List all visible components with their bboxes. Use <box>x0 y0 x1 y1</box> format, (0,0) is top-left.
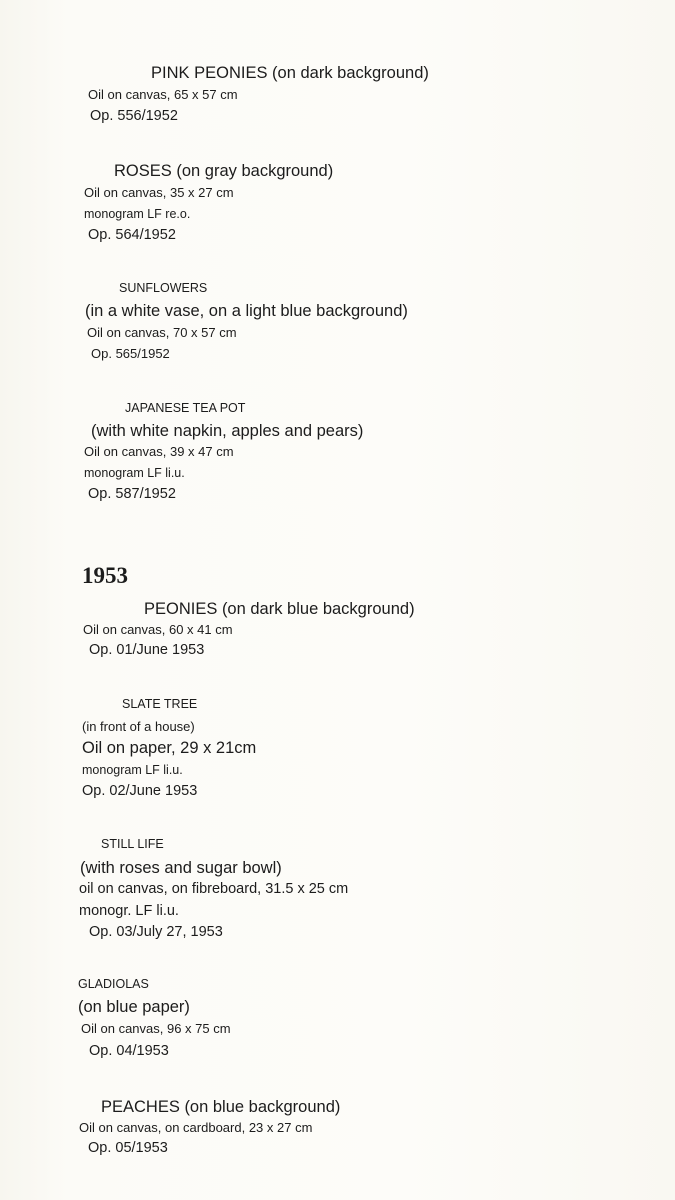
artwork-medium: Oil on canvas, 39 x 47 cm <box>84 444 234 459</box>
artwork-title: ROSES (on gray background) <box>114 162 334 180</box>
artwork-subtitle: (with roses and sugar bowl) <box>80 859 282 877</box>
artwork-title: JAPANESE TEA POT <box>125 401 246 415</box>
artwork-title: PEACHES (on blue background) <box>101 1098 341 1116</box>
artwork-title: PEONIES (on dark blue background) <box>144 600 415 618</box>
artwork-subtitle: (on blue paper) <box>78 998 190 1016</box>
year-heading: 1953 <box>82 563 128 588</box>
artwork-opus: Op. 564/1952 <box>88 227 176 243</box>
artwork-subtitle: (in a white vase, on a light blue background) <box>85 302 408 320</box>
artwork-title: STILL LIFE <box>101 837 164 851</box>
artwork-subtitle: (in front of a house) <box>82 719 195 734</box>
artwork-medium: Oil on canvas, 65 x 57 cm <box>88 87 238 102</box>
artwork-monogram: monogram LF li.u. <box>84 466 185 480</box>
artwork-title: SUNFLOWERS <box>119 281 208 295</box>
artwork-medium: Oil on canvas, 60 x 41 cm <box>83 622 233 637</box>
artwork-title: GLADIOLAS <box>78 977 149 991</box>
artwork-monogram: monogram LF li.u. <box>82 763 183 777</box>
artwork-opus: Op. 587/1952 <box>88 486 176 502</box>
artwork-medium: Oil on paper, 29 x 21cm <box>82 739 257 757</box>
artwork-opus: Op. 05/1953 <box>88 1140 168 1156</box>
artwork-medium: Oil on canvas, 96 x 75 cm <box>81 1021 231 1036</box>
artwork-opus: Op. 04/1953 <box>89 1043 169 1059</box>
artwork-subtitle: (with white napkin, apples and pears) <box>91 422 364 440</box>
artwork-opus: Op. 01/June 1953 <box>89 642 205 658</box>
artwork-monogram: monogram LF re.o. <box>84 207 191 221</box>
artwork-opus: Op. 03/July 27, 1953 <box>89 924 223 940</box>
artwork-title: SLATE TREE <box>122 697 198 711</box>
artwork-medium: Oil on canvas, 35 x 27 cm <box>84 185 234 200</box>
artwork-opus: Op. 556/1952 <box>90 108 178 124</box>
artwork-title: PINK PEONIES (on dark background) <box>151 64 429 82</box>
artwork-monogram: monogr. LF li.u. <box>79 903 179 919</box>
artwork-opus: Op. 02/June 1953 <box>82 783 198 799</box>
artwork-medium: oil on canvas, on fibreboard, 31.5 x 25 cm <box>79 881 349 897</box>
artwork-medium: Oil on canvas, 70 x 57 cm <box>87 325 237 340</box>
artwork-opus: Op. 565/1952 <box>91 346 170 361</box>
artwork-medium: Oil on canvas, on cardboard, 23 x 27 cm <box>79 1120 313 1135</box>
